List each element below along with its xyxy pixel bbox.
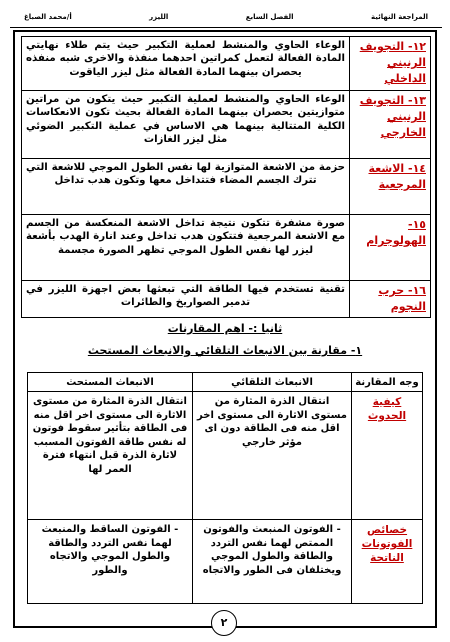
definition-text: صورة مشفرة تتكون نتيجة تداخل الاشعة المنعكسة من الجسم مع الاشعة المرجعية فتتكون هدب تداخل وعند انارة الهدب بأشعة ليزر لها نفس الطول الموجي تظهر الصورة مجسمة <box>22 215 350 281</box>
definition-term: ١٦- حرب النجوم <box>350 281 431 318</box>
comparison-stimulated: انتقال الذرة المثارة من مستوى الاثارة الى مستوى اخر اقل منه فى الطاقة بتأثير سقوط فوتون له نفس طاقة الفوتون المسبب لاثارة الذرة قبل انتهاء فترة العمر لها <box>28 392 193 520</box>
definition-term: ١٣- التجويف الرنيني الخارجي <box>350 91 431 159</box>
section-2-heading <box>0 322 450 335</box>
definition-term: ١٢- التجويف الرنيني الداخلي <box>350 37 431 91</box>
definition-text: حزمة من الاشعة المتوازية لها نفس الطول الموجي للاشعة التي تترك الجسم المضاء فتتداخل معها وتكون هدب تداخل <box>22 159 350 215</box>
definition-row <box>22 215 431 281</box>
header-aspect: وجه المقارنة <box>352 373 423 392</box>
comparison-spontaneous: انتقال الذرة المثارة من مستوى الاثارة الى مستوى اخر اقل منه فى الطاقة دون اى مؤثر خارجي <box>193 392 352 520</box>
definition-row <box>22 281 431 318</box>
definition-row <box>22 91 431 159</box>
header-item-subject: الليزر <box>149 12 169 21</box>
definition-row <box>22 37 431 91</box>
definition-term: ١٥- الهولوجرام <box>350 215 431 281</box>
header-item-teacher: أ/محمد الصباغ <box>24 12 72 21</box>
definition-text: الوعاء الحاوي والمنشط لعملية التكبير حيث يتكون من مراتين متوازيتين يحصران بينهما المادة الفعالة بحيث تكون الانعكاسات الكلية المتتالية بينهما هي الاساس في عملية التكبير الضوئي مثل ليزر الغازات <box>22 91 350 159</box>
page-header <box>10 6 442 28</box>
definition-text: تقنية تستخدم فيها الطاقة التي تبعثها بعض اجهزة الليزر في تدمير الصواريخ والطائرات <box>22 281 350 318</box>
comparison-row <box>28 520 423 604</box>
comparison-row <box>28 392 423 520</box>
comparison-header-row <box>28 373 423 392</box>
comparison-table <box>27 372 423 604</box>
definitions-table <box>21 36 431 318</box>
header-stimulated: الانبعاث المستحث <box>28 373 193 392</box>
header-item-chapter: الفصل السابع <box>245 12 294 21</box>
header-spontaneous: الانبعاث التلقائي <box>193 373 352 392</box>
comparison-spontaneous: - الفوتون المنبعث والفوتون الممتص لهما نفس التردد والطاقة والطول الموجي ويختلفان فى الطور والاتجاه <box>193 520 352 604</box>
comparison-1-title: ١- مقارنة بين الانبعاث التلقائي والانبعاث المستحث <box>87 344 363 357</box>
definition-text: الوعاء الحاوي والمنشط لعملية التكبير حيث يتم طلاء نهايتي المادة الفعالة لتعمل كمراتين احدهما منفذة والاخرى شبه منفذه يحصران بينهما المادة الفعالة مثل ليزر الياقوت <box>22 37 350 91</box>
definition-row <box>22 159 431 215</box>
header-item-review: المراجعة النهائية <box>370 12 428 21</box>
comparison-1-heading <box>0 344 450 357</box>
comparison-aspect: خصائص الفوتونات الناتجة <box>352 520 423 604</box>
definition-term: ١٤- الاشعة المرجعية <box>350 159 431 215</box>
section-2-title: ثانيا :- اهم المقارنات <box>167 322 283 335</box>
comparison-aspect: كيفية الحدوث <box>352 392 423 520</box>
page-number: ٢ <box>211 610 237 636</box>
comparison-stimulated: - الفوتون الساقط والمنبعث لهما نفس التردد والطاقة والطول الموجي والاتجاه والطور <box>28 520 193 604</box>
